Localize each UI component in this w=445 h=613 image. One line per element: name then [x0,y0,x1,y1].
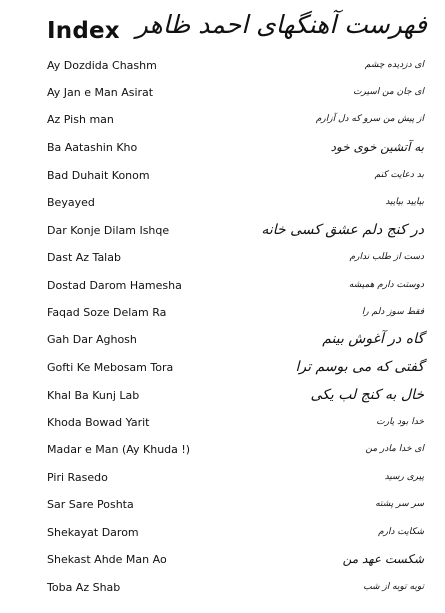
song-title-persian: ای جان من اسیرت [353,87,424,97]
song-title-english: Gofti Ke Mebosam Tora [47,361,174,374]
song-title-persian: دوستت دارم همیشه [348,280,424,290]
song-title-english: Beyayed [47,196,95,209]
song-title-persian: ای خدا مادر من [365,444,424,454]
song-title-persian: ای دزدیده چشم [364,60,424,70]
song-title-english: Ay Jan e Man Asirat [47,86,154,99]
song-title-english: Dar Konje Dilam Ishqe [47,224,170,237]
song-title-persian: دست از طلب ندارم [349,252,424,262]
song-title-persian: توبه توبه از شب [363,582,424,592]
song-title-persian: بد دعایت کنم [374,170,424,180]
song-title-persian: به آتشین خوی خود [330,140,424,154]
page-title-persian: فهرست آهنگهای احمد ظاهر [135,10,427,39]
song-title-english: Bad Duhait Konom [47,169,150,182]
song-title-english: Sar Sare Poshta [47,498,134,511]
song-title-persian: بیایید بیایید [385,197,424,207]
song-title-persian: شکست عهد من [342,552,424,566]
song-title-persian: از پیش من سرو که دل آزارم [315,114,424,124]
song-title-persian: فقط سوز دلم را [361,307,424,317]
song-title-english: Az Pish man [47,113,114,126]
song-title-english: Toba Az Shab [47,581,121,594]
song-title-english: Madar e Man (Ay Khuda !) [47,443,191,456]
page-title: Index [47,18,120,44]
song-title-persian: گفتی که می بوسم ترا [295,359,424,375]
song-title-english: Khal Ba Kunj Lab [47,389,140,402]
song-title-english: Shekast Ahde Man Ao [47,553,167,566]
song-title-english: Gah Dar Aghosh [47,333,137,346]
list-item [0,581,445,607]
song-title-persian: خدا بود یارت [376,417,424,427]
song-title-english: Piri Rasedo [47,471,108,484]
song-title-english: Faqad Soze Delam Ra [47,306,167,319]
song-title-english: Ay Dozdida Chashm [47,59,157,72]
song-title-persian: خال به کنج لب یکی [310,387,424,403]
song-title-english: Ba Aatashin Kho [47,141,138,154]
song-title-english: Khoda Bowad Yarit [47,416,150,429]
song-title-persian: در کنج دلم عشق کسی خانه [261,222,424,238]
song-title-english: Shekayat Darom [47,526,139,539]
song-title-persian: پیری رسید [384,472,424,482]
song-title-english: Dast Az Talab [47,251,121,264]
song-title-persian: شکایت دارم [378,527,424,537]
song-title-persian: گاه در آغوش بینم [322,331,424,347]
song-title-english: Dostad Darom Hamesha [47,279,182,292]
song-title-persian: سر سر پشته [375,499,424,509]
